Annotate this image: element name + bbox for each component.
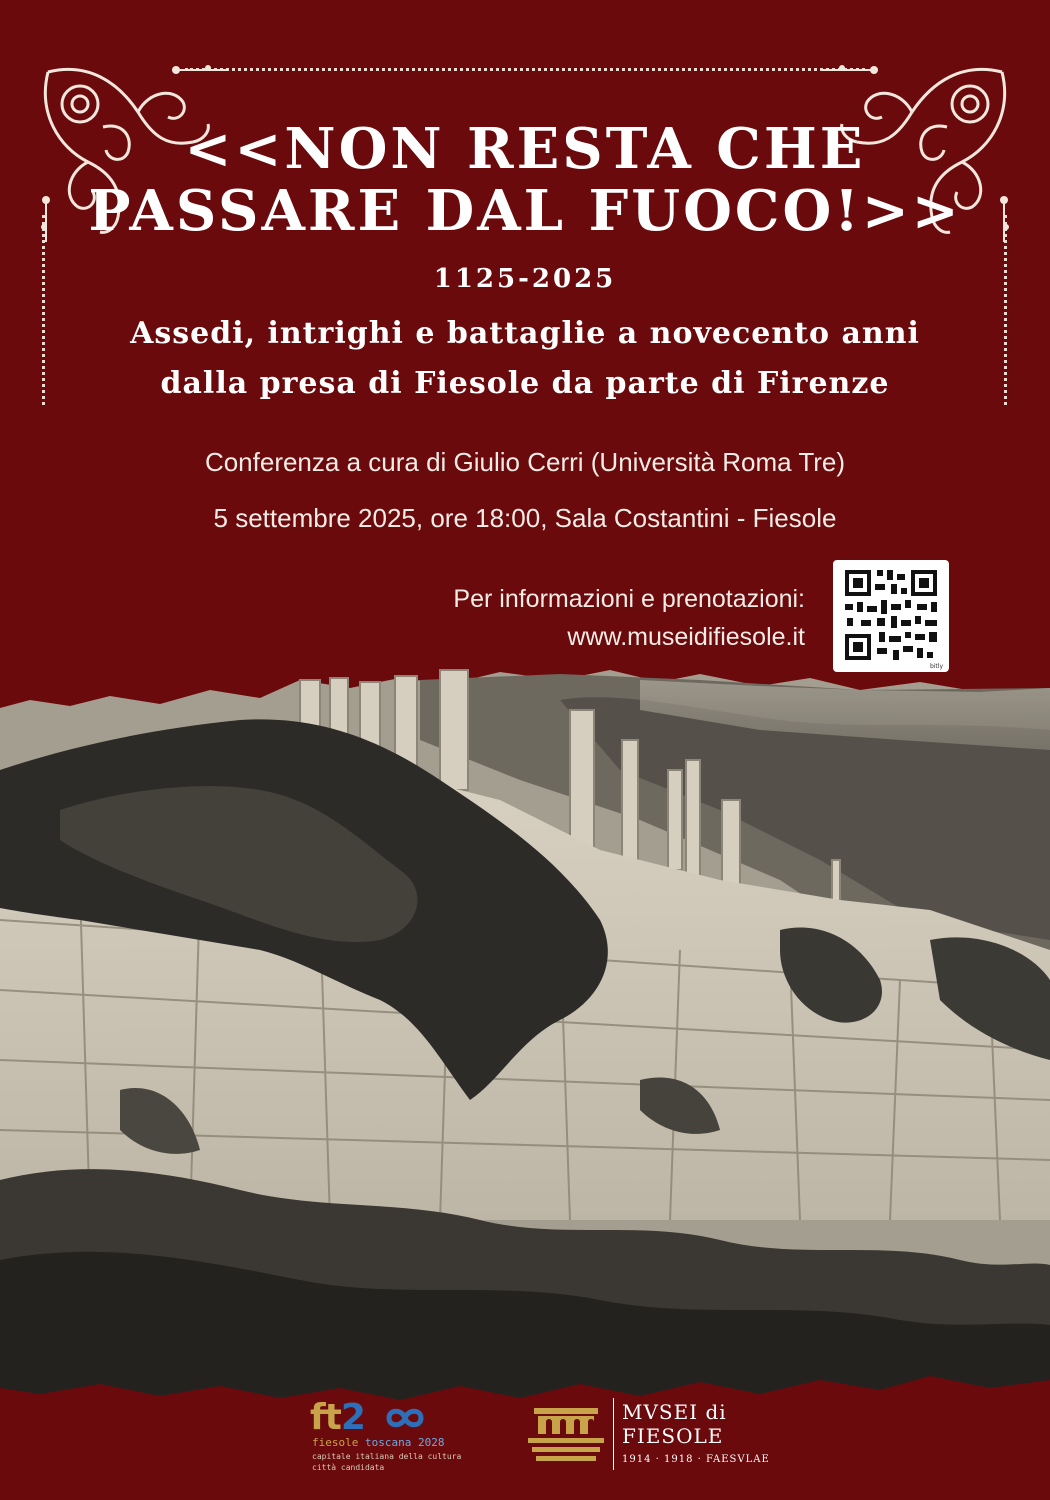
- title-line-1: <<NON RESTA CHE: [184, 116, 866, 182]
- qr-code[interactable]: [833, 560, 949, 672]
- booking-label: Per informazioni e prenotazioni:: [453, 585, 805, 613]
- infinity-icon: [374, 1403, 436, 1433]
- ft2028-fiesole: fiesole: [312, 1436, 359, 1449]
- conference-speaker: Conferenza a cura di Giulio Cerri (Università Roma Tre): [204, 447, 846, 477]
- frame-top-border: [185, 68, 865, 71]
- historical-photo-roman-walls: [0, 660, 1050, 1400]
- musei-di-fiesole-emblem-icon: [524, 1400, 608, 1466]
- ft2028-candidata: città candidata: [312, 1463, 385, 1472]
- ft2028-tagline: [312, 1436, 444, 1449]
- subtitle-line-1: Assedi, intrighi e battaglie a novecento anni: [130, 316, 920, 351]
- musei-separator: [613, 1398, 614, 1470]
- event-date-place: 5 settembre 2025, ore 18:00, Sala Costantini - Fiesole: [213, 503, 837, 533]
- ft2028-logo: [310, 1397, 436, 1438]
- ft2028-number: 2: [340, 1397, 365, 1438]
- subtitle-line-2: dalla presa di Fiesole da parte di Firenze: [160, 366, 890, 401]
- ft2028-toscana: toscana 2028: [364, 1436, 445, 1449]
- booking-url-link[interactable]: www.museidifiesole.it: [567, 623, 805, 651]
- musei-name-line-2: FIESOLE: [622, 1424, 724, 1448]
- years-label: 1125-2025: [433, 264, 617, 294]
- musei-tagline: 1914 · 1918 · FAESVLAE: [622, 1454, 770, 1465]
- frame-right-border: [1004, 215, 1007, 405]
- frame-left-border: [42, 215, 45, 405]
- qr-caption: bitly: [929, 663, 943, 670]
- musei-name-line-1: MVSEI di: [622, 1400, 727, 1424]
- ft2028-letters: ft: [310, 1397, 341, 1438]
- qr-code-icon: [833, 560, 949, 672]
- title-line-2: PASSARE DAL FUOCO!>>: [88, 178, 962, 244]
- ft2028-capitale: capitale italiana della cultura: [312, 1452, 462, 1461]
